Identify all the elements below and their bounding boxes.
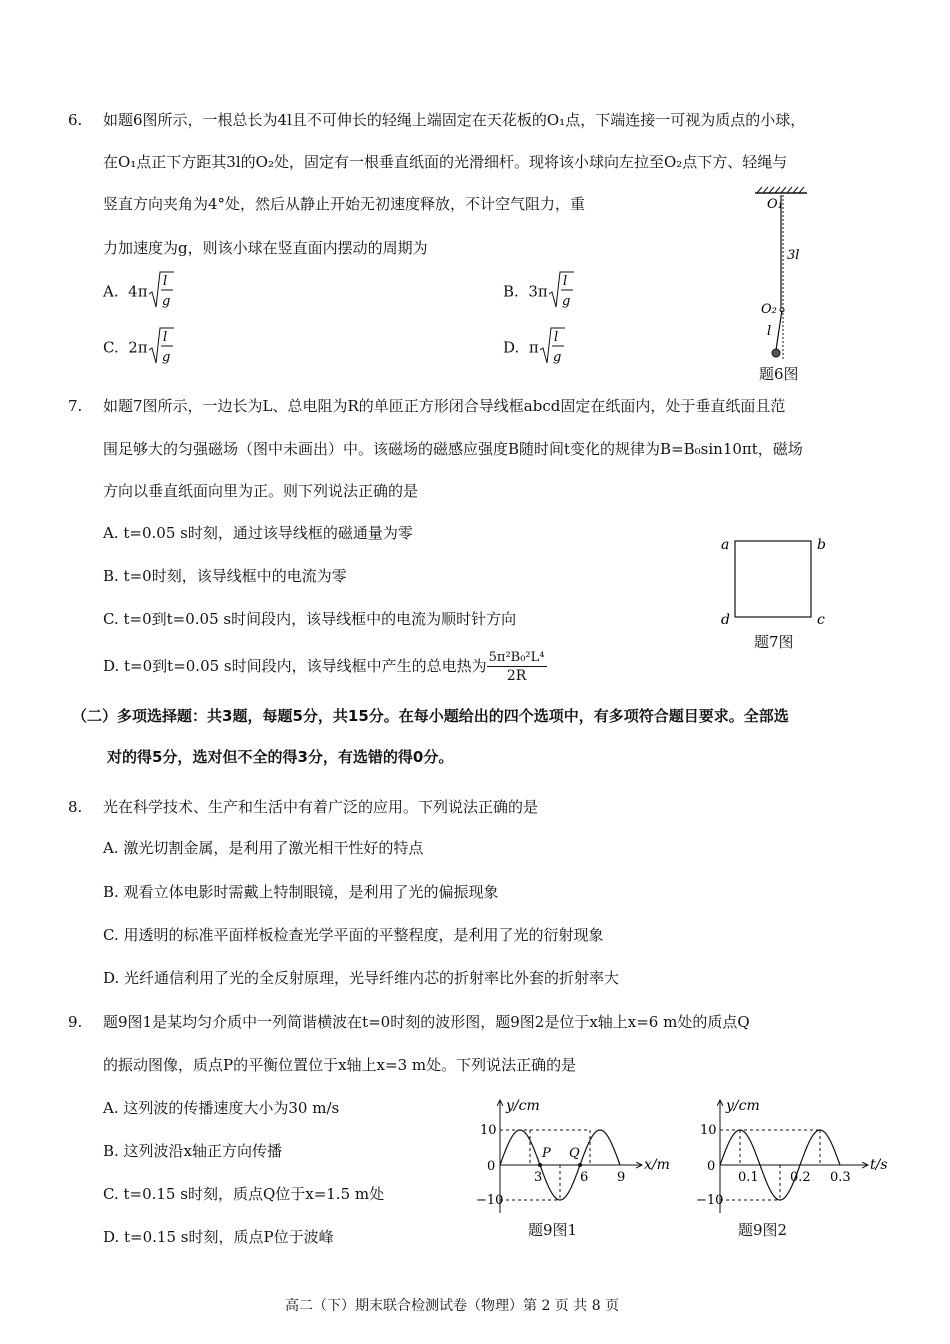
x-tick-3: 3 <box>534 1170 543 1185</box>
q6-option-b[interactable]: B. 3π l g <box>503 270 574 310</box>
svg-text:g: g <box>552 350 561 365</box>
y-tick-top: 10 <box>480 1123 497 1138</box>
point-P <box>538 1163 542 1167</box>
t-tick-0_2: 0.2 <box>790 1170 811 1185</box>
vibration-graph-figure-9-2 <box>690 1095 900 1220</box>
o1-label: O₁ <box>767 197 783 212</box>
sqrt-l-over-g <box>148 326 174 371</box>
q9-option-a[interactable]: A. 这列波的传播速度大小为30 m/s <box>103 1099 340 1117</box>
y-axis-label: y/cm <box>726 1098 760 1114</box>
q7-option-b[interactable]: B. t=0时刻，该导线框中的电流为零 <box>103 567 347 585</box>
length-l-label: l <box>767 324 772 339</box>
q6-stem-line1: 如题6图所示，一根总长为4l且不可伸长的轻绳上端固定在天花板的O₁点，下端连接一可视为质点的小球， <box>103 111 806 129</box>
svg-text:l: l <box>562 274 567 289</box>
sqrt-l-over-g <box>548 270 574 315</box>
vertex-b: b <box>817 537 826 553</box>
svg-text:l: l <box>553 330 558 345</box>
o2-label: O₂ <box>761 302 777 317</box>
q8-stem: 光在科学技术、生产和生活中有着广泛的应用。下列说法正确的是 <box>103 798 539 816</box>
point-Q <box>578 1163 582 1167</box>
section-2-heading-line1: （二）多项选择题：共3题，每题5分，共15分。在每小题给出的四个选项中，有多项符合题目要求。全部选 <box>72 707 789 725</box>
q7-stem-line3: 方向以垂直纸面向里为正。则下列说法正确的是 <box>103 482 419 500</box>
q6-stem-line2: 在O₁点正下方距其3l的O₂处，固定有一根垂直纸面的光滑细杆。现将该小球向左拉至O₂点下方、轻绳与 <box>103 153 788 171</box>
y-tick-zero: 0 <box>707 1159 716 1174</box>
rope-lower <box>776 310 782 350</box>
length-3l-label: 3l <box>787 248 800 263</box>
y-tick-bottom: −10 <box>696 1193 724 1208</box>
q9-option-b[interactable]: B. 这列波沿x轴正方向传播 <box>103 1142 283 1160</box>
sqrt-l-over-g <box>148 270 174 315</box>
label-Q: Q <box>569 1146 580 1161</box>
q9-stem-line1: 题9图1是某均匀介质中一列简谐横波在t=0时刻的波形图，题9图2是位于x轴上x=6 m处的质点Q <box>103 1013 750 1031</box>
y-tick-top: 10 <box>700 1123 717 1138</box>
q6-option-d[interactable]: D. π l g <box>503 326 565 366</box>
q9-stem-line2: 的振动图像，质点P的平衡位置位于x轴上x=3 m处。下列说法正确的是 <box>103 1056 577 1074</box>
t-tick-0_1: 0.1 <box>738 1170 759 1185</box>
x-tick-9: 9 <box>617 1170 626 1185</box>
page-footer: 高二（下）期末联合检测试卷（物理）第 2 页 共 8 页 <box>285 1298 620 1314</box>
t-axis-label: t/s <box>870 1157 888 1173</box>
q8-option-c[interactable]: C. 用透明的标准平面样板检查光学平面的平整程度，是利用了光的衍射现象 <box>103 926 604 944</box>
x-tick-6: 6 <box>580 1170 589 1185</box>
q7-option-d[interactable]: D. t=0到t=0.05 s时间段内，该导线框中产生的总电热为 $\frac{\text{5π²B₀²L⁴}}{2R}$ <box>103 649 545 684</box>
figure-9-2-caption: 题9图2 <box>738 1221 788 1239</box>
svg-text:l: l <box>162 274 167 289</box>
svg-text:g: g <box>161 350 170 365</box>
q6-stem-line4: 力加速度为g，则该小球在竖直面内摆动的周期为 <box>103 239 428 257</box>
square-loop <box>735 541 811 617</box>
svg-text:g: g <box>561 294 571 309</box>
q9-option-c[interactable]: C. t=0.15 s时刻，质点Q位于x=1.5 m处 <box>103 1185 385 1203</box>
pendulum-figure <box>745 185 835 385</box>
y-tick-zero: 0 <box>487 1159 496 1174</box>
q6-option-c[interactable]: C. 2π l g <box>103 326 174 366</box>
section-2-heading-line2: 对的得5分，选对但不全的得3分，有选错的得0分。 <box>107 748 454 766</box>
q7-stem-line1: 如题7图所示，一边长为L、总电阻为R的单匝正方形闭合导线框abcd固定在纸面内，处于垂直纸面且范 <box>103 397 786 415</box>
q6-option-a[interactable]: A. 4π l g <box>103 270 174 310</box>
y-axis-label: y/cm <box>506 1098 540 1114</box>
figure-7-caption: 题7图 <box>754 633 794 651</box>
ball <box>772 349 780 357</box>
q7-option-a[interactable]: A. t=0.05 s时刻，通过该导线框的磁通量为零 <box>103 524 413 542</box>
q8-option-b[interactable]: B. 观看立体电影时需戴上特制眼镜，是利用了光的偏振现象 <box>103 883 499 901</box>
q7-number: 7. <box>68 397 83 415</box>
square-loop-figure <box>715 533 835 628</box>
wave-graph-figure-9-1 <box>470 1095 685 1220</box>
vertex-d: d <box>721 612 730 628</box>
sqrt-l-over-g <box>539 326 565 371</box>
q8-option-a[interactable]: A. 激光切割金属，是利用了激光相干性好的特点 <box>103 839 424 857</box>
svg-text:g: g <box>161 294 170 309</box>
figure-9-1-caption: 题9图1 <box>528 1221 578 1239</box>
vertex-a: a <box>721 537 730 553</box>
y-tick-bottom: −10 <box>476 1193 504 1208</box>
label-P: P <box>542 1146 551 1161</box>
q8-option-d[interactable]: D. 光纤通信利用了光的全反射原理，光导纤维内芯的折射率比外套的折射率大 <box>103 969 620 987</box>
ceiling-hatching <box>757 187 804 193</box>
t-tick-0_3: 0.3 <box>830 1170 851 1185</box>
svg-text:l: l <box>162 330 167 345</box>
q7-option-c[interactable]: C. t=0到t=0.05 s时间段内，该导线框中的电流为顺时针方向 <box>103 610 517 628</box>
heat-fraction: $\frac{\text{5π²B₀²L⁴}}{2R}$ <box>488 649 545 684</box>
q9-number: 9. <box>68 1013 83 1031</box>
figure-6-caption: 题6图 <box>759 365 799 383</box>
x-axis-label: x/m <box>644 1157 670 1173</box>
q9-option-d[interactable]: D. t=0.15 s时刻，质点P位于波峰 <box>103 1228 334 1246</box>
vertex-c: c <box>817 612 825 628</box>
q6-number: 6. <box>68 111 83 129</box>
q8-number: 8. <box>68 798 83 816</box>
q6-stem-line3: 竖直方向夹角为4°处，然后从静止开始无初速度释放，不计空气阻力，重 <box>103 195 586 213</box>
q7-stem-line2: 围足够大的匀强磁场（图中未画出）中。该磁场的磁感应强度B随时间t变化的规律为B=B₀sin10πt，磁场 <box>103 440 803 458</box>
